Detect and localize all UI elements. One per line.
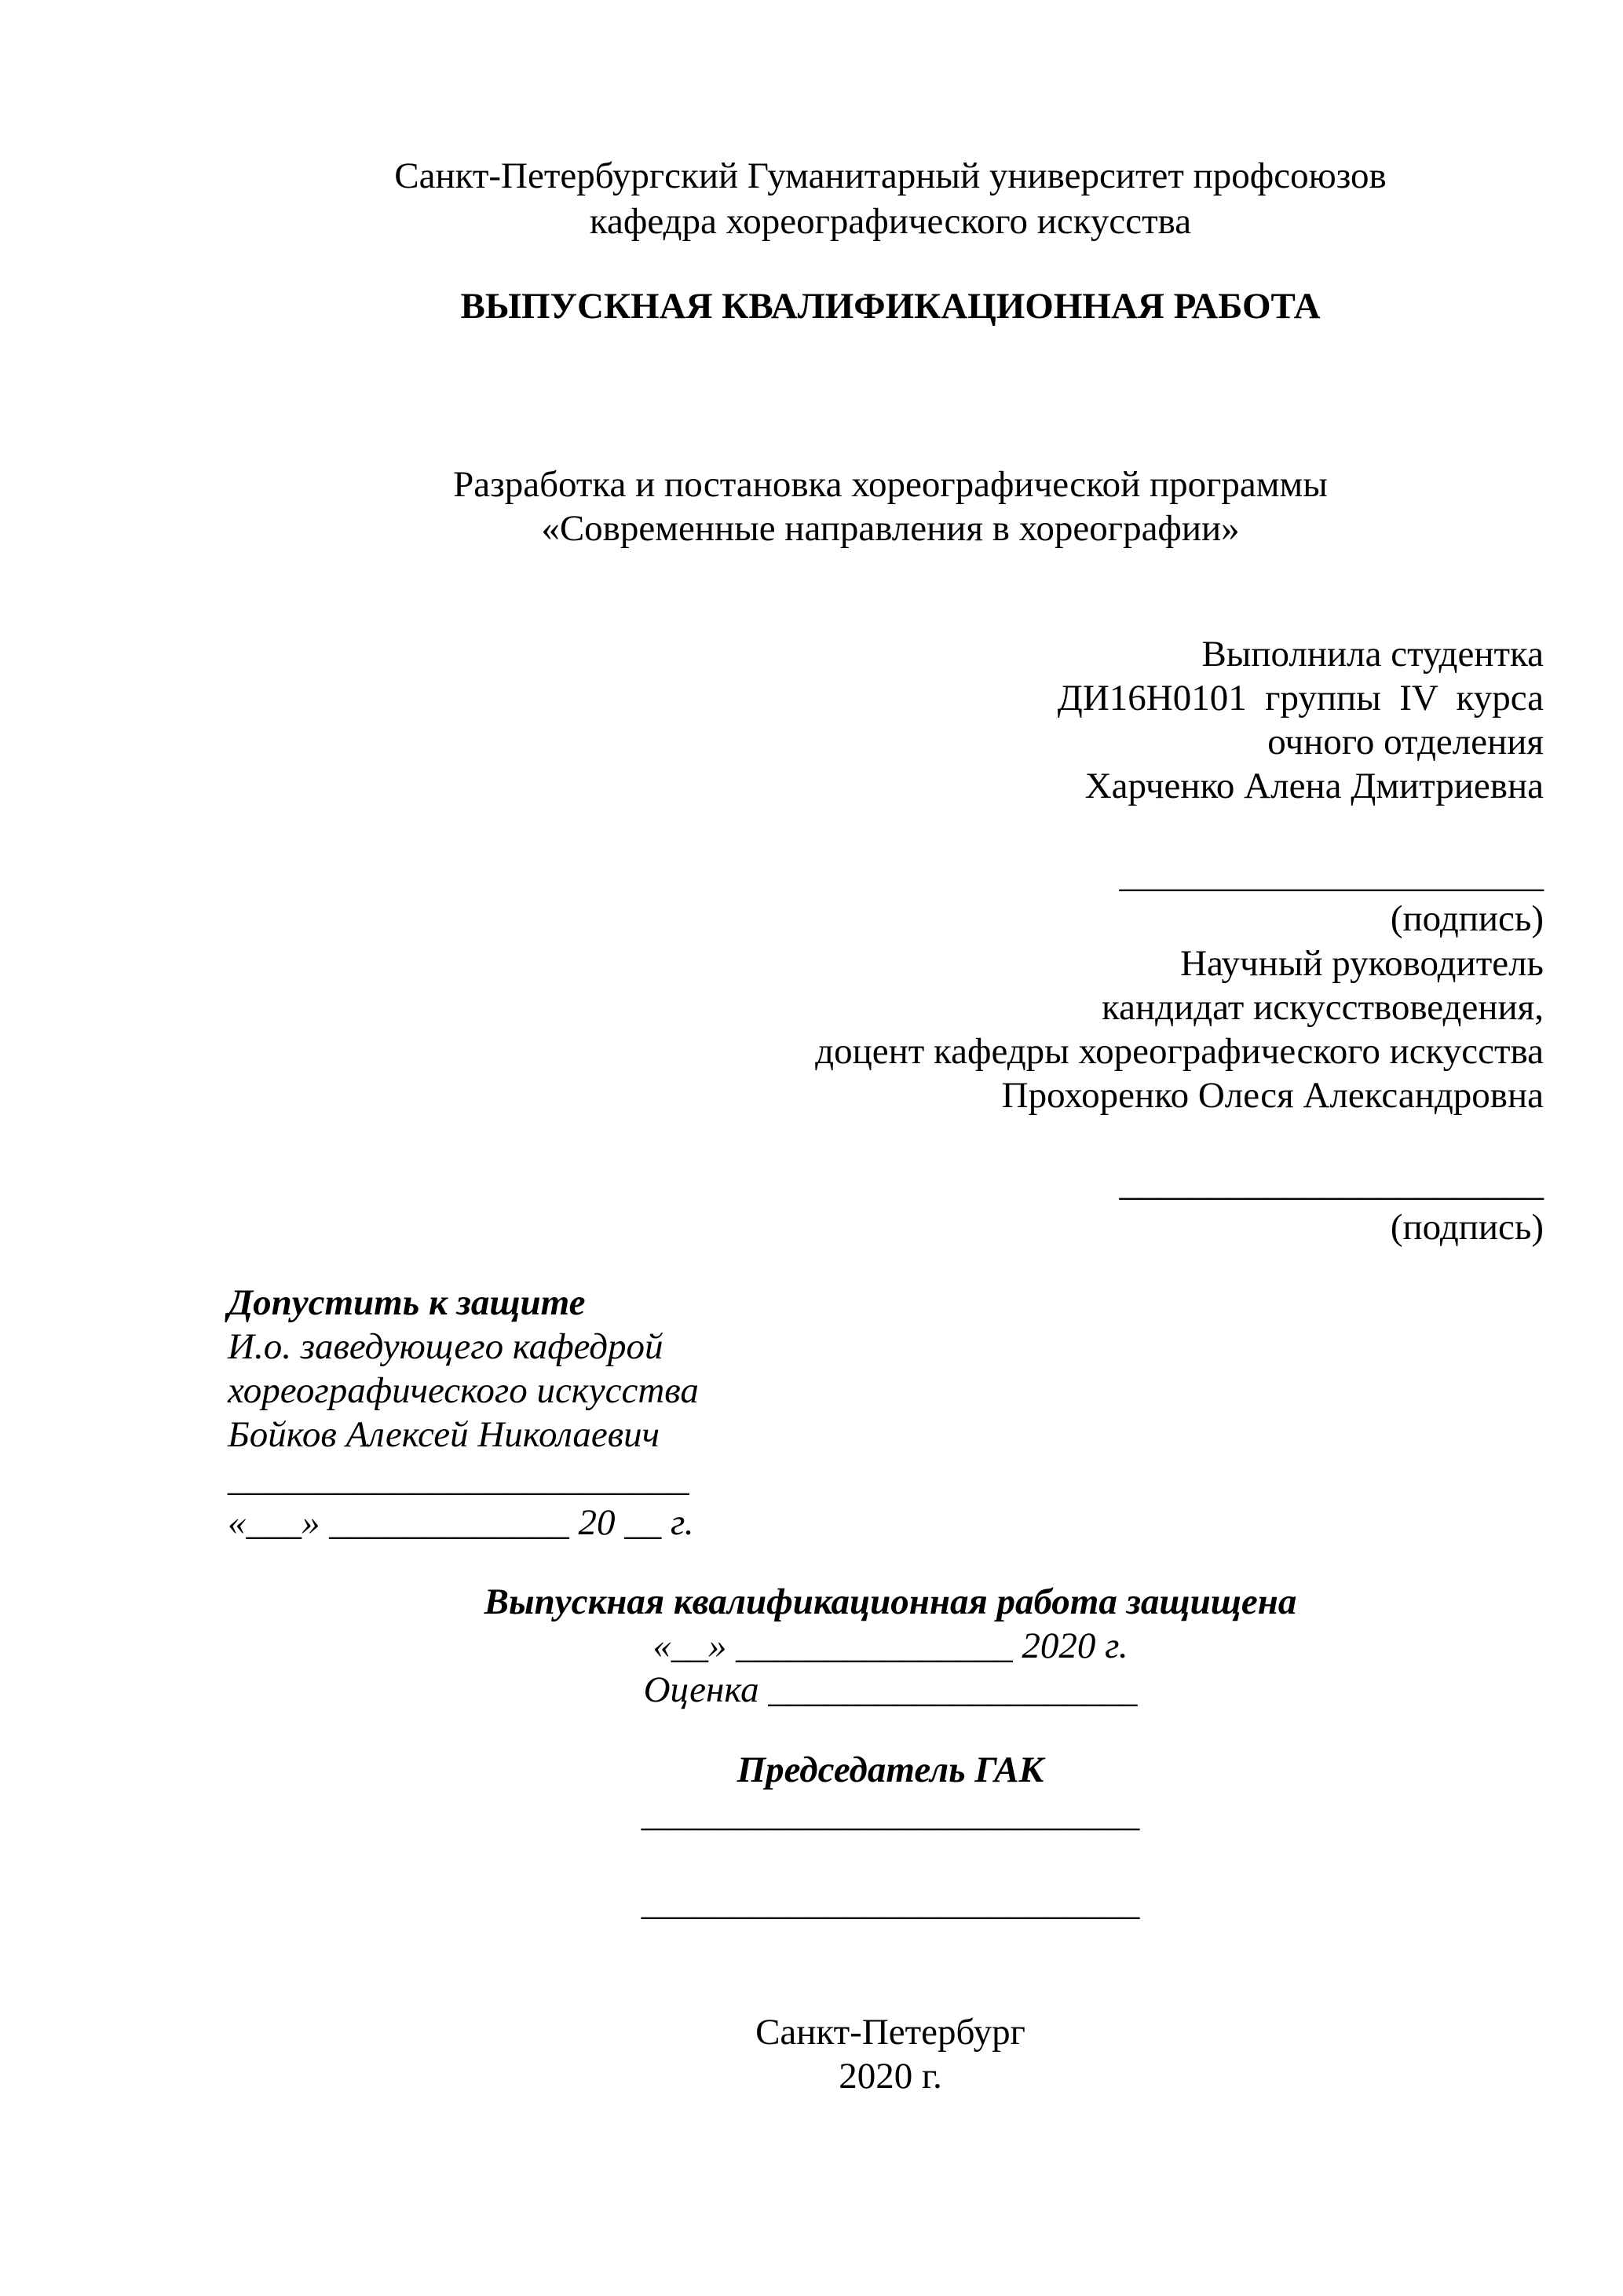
- admit-signature-line: _________________________: [228, 1458, 689, 1499]
- supervisor-position: доцент кафедры хореографического искусства: [815, 1031, 1544, 1072]
- supervisor-title: Научный руководитель: [1180, 943, 1544, 984]
- topic-line-1: Разработка и постановка хореографической программы: [453, 464, 1328, 505]
- student-department: очного отделения: [1267, 722, 1544, 762]
- admit-line-1: И.о. заведующего кафедрой: [228, 1326, 663, 1367]
- student-line-1: Выполнила студентка: [1201, 634, 1544, 675]
- student-signature-line: _______________________: [1119, 854, 1544, 895]
- university-name: Санкт-Петербургский Гуманитарный университет профсоюзов: [394, 155, 1387, 196]
- admit-heading: Допустить к защите: [228, 1282, 586, 1323]
- defended-date-line: «__» _______________ 2020 г.: [652, 1625, 1128, 1666]
- defended-heading: Выпускная квалификационная работа защищена: [484, 1581, 1297, 1622]
- admit-line-2: хореографического искусства: [228, 1370, 699, 1411]
- department-name: кафедра хореографического искусства: [589, 201, 1192, 242]
- footer-year: 2020 г.: [839, 2056, 942, 2097]
- student-signature-caption: (подпись): [1390, 898, 1544, 939]
- supervisor-name: Прохоренко Олеся Александровна: [1001, 1075, 1544, 1116]
- student-group: ДИ16Н0101 группы IV курса: [1057, 678, 1544, 718]
- admit-date-line: «___» _____________ 20 __ г.: [228, 1502, 694, 1543]
- document-type-heading: ВЫПУСКНАЯ КВАЛИФИКАЦИОННАЯ РАБОТА: [460, 286, 1321, 327]
- footer-city: Санкт-Петербург: [755, 2012, 1025, 2053]
- student-name: Харченко Алена Дмитриевна: [1084, 766, 1544, 806]
- supervisor-degree: кандидат искусствоведения,: [1102, 987, 1544, 1028]
- chair-signature-line-2: ___________________________: [641, 1882, 1140, 1923]
- chair-signature-line-1: ___________________________: [641, 1793, 1140, 1834]
- defended-grade-line: Оценка ____________________: [643, 1669, 1138, 1710]
- supervisor-signature-line: _______________________: [1119, 1163, 1544, 1204]
- topic-line-2: «Современные направления в хореографии»: [541, 508, 1240, 549]
- admit-name: Бойков Алексей Николаевич: [228, 1414, 660, 1455]
- chair-heading: Председатель ГАК: [737, 1749, 1044, 1790]
- supervisor-signature-caption: (подпись): [1390, 1207, 1544, 1248]
